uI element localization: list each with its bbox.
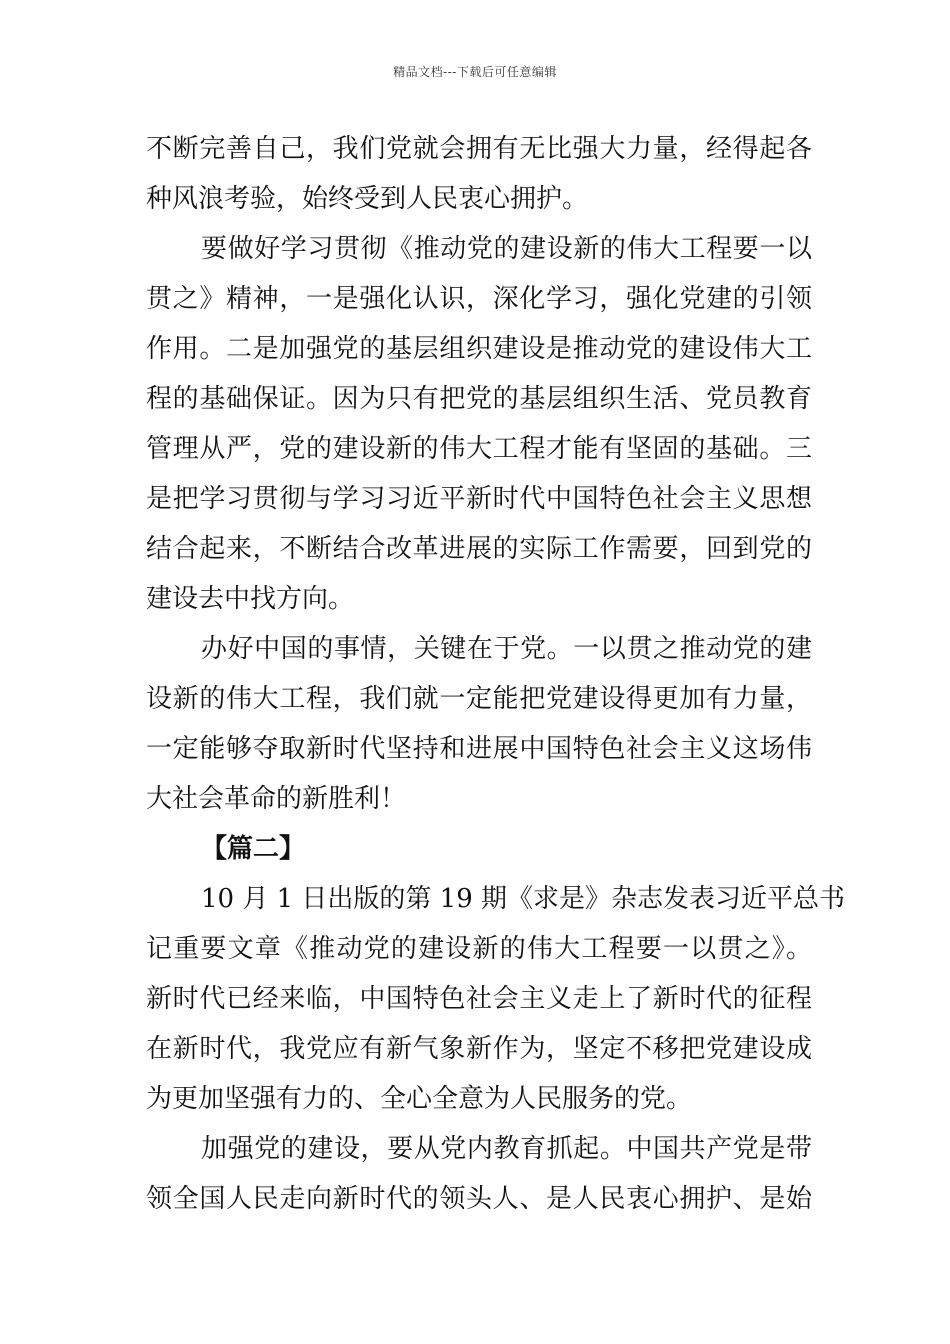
section-heading-text: 【篇二】 <box>201 834 306 864</box>
text-line: 加强党的建设，要从党内教育抓起。中国共产党是带 <box>201 1134 812 1164</box>
text-line: 为更加坚强有力的、全心全意为人民服务的党。 <box>146 1084 693 1114</box>
section-heading <box>146 824 812 874</box>
paragraph <box>146 224 812 624</box>
text-line: 一定能够夺取新时代坚持和进展中国特色社会主义这场伟 <box>146 734 812 764</box>
document-body <box>146 124 846 1224</box>
text-line: 作用。二是加强党的基层组织建设是推动党的建设伟大工 <box>146 334 812 364</box>
page-header: 精品文档---下载后可任意编辑 <box>393 65 557 79</box>
text-line: 在新时代，我党应有新气象新作为，坚定不移把党建设成 <box>146 1034 812 1064</box>
text-line: 建设去中找方向。 <box>146 584 355 614</box>
text-line: 新时代已经来临，中国特色社会主义走上了新时代的征程 <box>146 984 812 1014</box>
text-line: 记重要文章《推动党的建设新的伟大工程要一以贯之》。 <box>146 934 812 964</box>
text-line: 设新的伟大工程，我们就一定能把党建设得更加有力量， <box>146 684 812 714</box>
text-line: 结合起来，不断结合改革进展的实际工作需要，回到党的 <box>146 534 812 564</box>
text-line: 贯之》精神，一是强化认识，深化学习，强化党建的引领 <box>146 284 812 314</box>
paragraph <box>146 874 846 1124</box>
text-line: 大社会革命的新胜利！ <box>146 784 407 814</box>
text-line: 程的基础保证。因为只有把党的基层组织生活、党员教育 <box>146 384 812 414</box>
paragraph <box>146 1124 812 1224</box>
text-line: 办好中国的事情，关键在于党。一以贯之推动党的建 <box>201 634 812 664</box>
text-line: 10 月 1 日出版的第 19 期《求是》杂志发表习近平总书 <box>201 884 846 914</box>
text-line: 领全国人民走向新时代的领头人、是人民衷心拥护、是始 <box>146 1184 812 1214</box>
text-line: 种风浪考验，始终受到人民衷心拥护。 <box>146 184 589 214</box>
text-line: 是把学习贯彻与学习习近平新时代中国特色社会主义思想 <box>146 484 812 514</box>
text-line: 要做好学习贯彻《推动党的建设新的伟大工程要一以 <box>201 234 812 264</box>
paragraph <box>146 624 812 824</box>
text-line: 管理从严，党的建设新的伟大工程才能有坚固的基础。三 <box>146 434 812 464</box>
text-line: 不断完善自己，我们党就会拥有无比强大力量，经得起各 <box>146 134 812 164</box>
paragraph <box>146 124 812 224</box>
